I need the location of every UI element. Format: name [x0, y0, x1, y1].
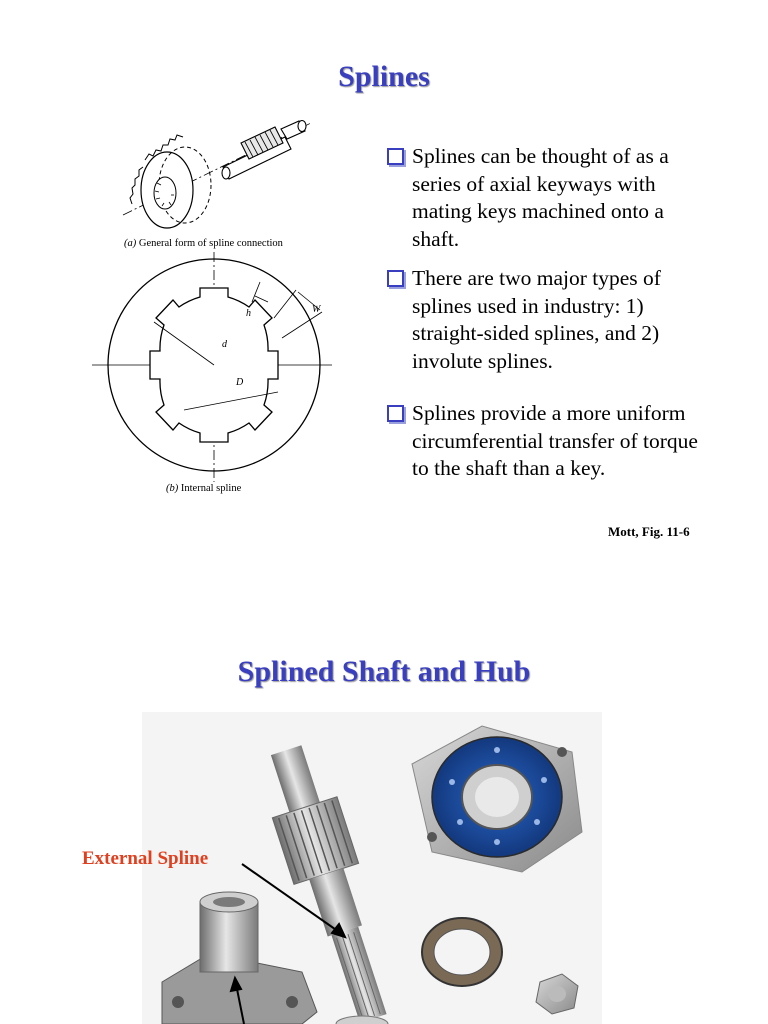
checkbox-bullet-icon	[387, 270, 404, 287]
checkbox-bullet-icon	[387, 405, 404, 422]
bullet-text: There are two major types of splines used in industry: 1) straight-sided splines, and 2) involute splines.	[412, 266, 661, 373]
slide-title-splines: Splines	[338, 60, 430, 93]
source-reference: Mott, Fig. 11-6	[608, 524, 690, 539]
h-dimension-arrow	[252, 282, 260, 302]
D-label: D	[236, 377, 244, 388]
checkbox-bullet-icon	[387, 148, 404, 165]
d-label: d	[222, 339, 227, 350]
h-label: h	[246, 308, 251, 319]
bullet-item	[384, 143, 714, 253]
w-label: W	[312, 304, 321, 315]
bullet-text: Splines provide a more uniform circumferential transfer of torque to the shaft than a key.	[412, 401, 698, 480]
figure-a-letter: (a)	[124, 238, 137, 249]
figure-a-caption-text: General form of spline connection	[136, 238, 283, 249]
hub-bore	[154, 177, 176, 209]
internal-spline-figure	[92, 250, 342, 485]
spline-shaft	[222, 121, 306, 180]
bullet-text: Splines can be thought of as a series of axial keyways with mating keys machined onto a shaft.	[412, 144, 669, 251]
bullet-item	[384, 265, 714, 375]
figure-b-caption-text: Internal spline	[178, 483, 242, 494]
oil-seal	[422, 918, 502, 986]
spline-connection-figure	[115, 115, 315, 243]
figure-a-caption	[124, 238, 283, 249]
figure-b-caption	[166, 483, 241, 494]
bullet-item	[384, 400, 714, 483]
splined-shaft-photo	[142, 712, 602, 1024]
external-spline-label: External Spline	[82, 848, 209, 869]
slide-title-splined-shaft: Splined Shaft and Hub	[237, 655, 531, 688]
figure-b-letter: (b)	[166, 483, 179, 494]
